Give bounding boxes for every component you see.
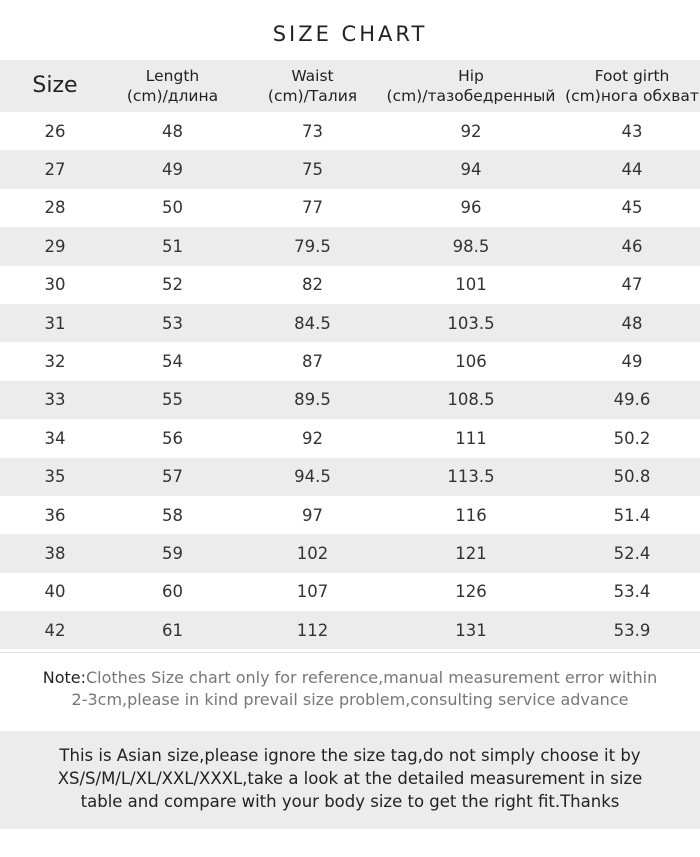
cell-length: 49 (162, 160, 183, 180)
asian-size-note (0, 731, 700, 829)
cell-waist: 84.5 (294, 313, 331, 333)
header-waist-label: Waist (291, 67, 334, 85)
cell-hip: 94 (460, 160, 482, 180)
cell-foot-girth: 50.2 (613, 428, 651, 448)
cell-foot-girth: 44 (621, 160, 643, 180)
cell-size: 42 (44, 620, 66, 640)
table-row (0, 419, 700, 457)
header-foot-girth-unit: (cm)нога обхват (565, 87, 699, 105)
table-row (0, 266, 700, 304)
cell-length: 61 (162, 620, 183, 640)
asian-note-line-1: This is Asian size,please ignore the size tag,do not simply choose it by (59, 746, 641, 765)
header-hip (386, 60, 556, 112)
header-length (110, 60, 235, 112)
cell-foot-girth: 49.6 (613, 390, 651, 410)
table-row (0, 189, 700, 227)
reference-note (0, 652, 700, 728)
table-row (0, 458, 700, 496)
cell-waist: 97 (302, 505, 323, 525)
asian-note-line-3: table and compare with your body size to get the right fit.Thanks (80, 792, 620, 811)
cell-size: 28 (44, 198, 66, 218)
cell-length: 55 (162, 390, 183, 410)
cell-hip: 98.5 (452, 236, 490, 256)
note-line-2: 2-3cm,please in kind prevail size problem,consulting service advance (71, 690, 629, 709)
cell-length: 48 (162, 121, 183, 141)
header-waist-unit: (cm)/Талия (267, 87, 358, 105)
header-foot-girth-label: Foot girth (594, 67, 670, 85)
page-title: SIZE CHART (272, 22, 428, 46)
table-row (0, 496, 700, 534)
cell-size: 32 (44, 352, 66, 372)
table-row (0, 534, 700, 572)
cell-foot-girth: 53.4 (613, 582, 651, 602)
cell-waist: 94.5 (294, 467, 331, 487)
cell-foot-girth: 45 (621, 198, 643, 218)
cell-length: 52 (162, 275, 183, 295)
cell-length: 58 (162, 505, 183, 525)
cell-size: 40 (44, 582, 66, 602)
cell-hip: 96 (460, 198, 482, 218)
cell-waist: 107 (296, 582, 329, 602)
asian-note-line-2: XS/S/M/L/XL/XXL/XXXL,take a look at the detailed measurement in size (57, 769, 643, 788)
cell-foot-girth: 49 (621, 352, 643, 372)
cell-size: 33 (44, 390, 66, 410)
cell-hip: 108.5 (447, 390, 495, 410)
cell-waist: 92 (302, 428, 323, 448)
cell-size: 29 (44, 236, 66, 256)
cell-length: 56 (162, 428, 183, 448)
cell-hip: 101 (455, 275, 487, 295)
cell-foot-girth: 46 (621, 236, 643, 256)
header-size: Size (32, 73, 78, 98)
cell-hip: 116 (455, 505, 487, 525)
cell-waist: 79.5 (294, 236, 331, 256)
cell-hip: 111 (455, 428, 487, 448)
header-length-unit: (cm)/длина (126, 87, 219, 105)
cell-hip: 121 (455, 543, 487, 563)
cell-size: 31 (44, 313, 66, 333)
note-line-1 (0, 667, 700, 689)
header-hip-unit: (cm)/тазобедренный (386, 87, 556, 105)
cell-size: 36 (44, 505, 66, 525)
cell-waist: 75 (302, 160, 323, 180)
cell-size: 35 (44, 467, 66, 487)
cell-waist: 102 (296, 543, 329, 563)
cell-waist: 77 (302, 198, 323, 218)
note-label: Note: (42, 668, 86, 687)
cell-size: 34 (44, 428, 66, 448)
cell-foot-girth: 47 (621, 275, 643, 295)
header-hip-label: Hip (458, 67, 484, 85)
cell-hip: 113.5 (447, 467, 495, 487)
table-row (0, 304, 700, 342)
cell-hip: 92 (460, 121, 482, 141)
cell-length: 57 (162, 467, 183, 487)
cell-foot-girth: 51.4 (613, 505, 651, 525)
cell-hip: 106 (455, 352, 487, 372)
cell-length: 59 (162, 543, 183, 563)
size-table-body (0, 112, 700, 649)
table-row (0, 611, 700, 649)
cell-length: 53 (162, 313, 183, 333)
cell-size: 27 (44, 160, 66, 180)
table-header (0, 60, 700, 112)
cell-foot-girth: 53.9 (613, 620, 651, 640)
cell-foot-girth: 50.8 (613, 467, 651, 487)
cell-foot-girth: 48 (621, 313, 643, 333)
cell-waist: 73 (302, 121, 323, 141)
cell-length: 50 (162, 198, 183, 218)
header-length-label: Length (145, 67, 200, 85)
cell-hip: 131 (455, 620, 487, 640)
table-row (0, 150, 700, 188)
cell-hip: 103.5 (447, 313, 495, 333)
cell-length: 51 (162, 236, 183, 256)
cell-foot-girth: 43 (621, 121, 643, 141)
cell-waist: 87 (302, 352, 323, 372)
cell-size: 26 (44, 121, 66, 141)
cell-size: 38 (44, 543, 66, 563)
table-row (0, 573, 700, 611)
table-row (0, 227, 700, 265)
cell-size: 30 (44, 275, 66, 295)
cell-waist: 112 (296, 620, 329, 640)
note-text-1: Clothes Size chart only for reference,manual measurement error within (86, 668, 658, 687)
table-row (0, 112, 700, 150)
table-row (0, 381, 700, 419)
table-row (0, 342, 700, 380)
cell-waist: 89.5 (294, 390, 331, 410)
cell-length: 60 (162, 582, 183, 602)
cell-foot-girth: 52.4 (613, 543, 651, 563)
cell-waist: 82 (302, 275, 323, 295)
header-waist (235, 60, 390, 112)
cell-hip: 126 (455, 582, 487, 602)
header-foot-girth (552, 60, 700, 112)
cell-length: 54 (162, 352, 183, 372)
